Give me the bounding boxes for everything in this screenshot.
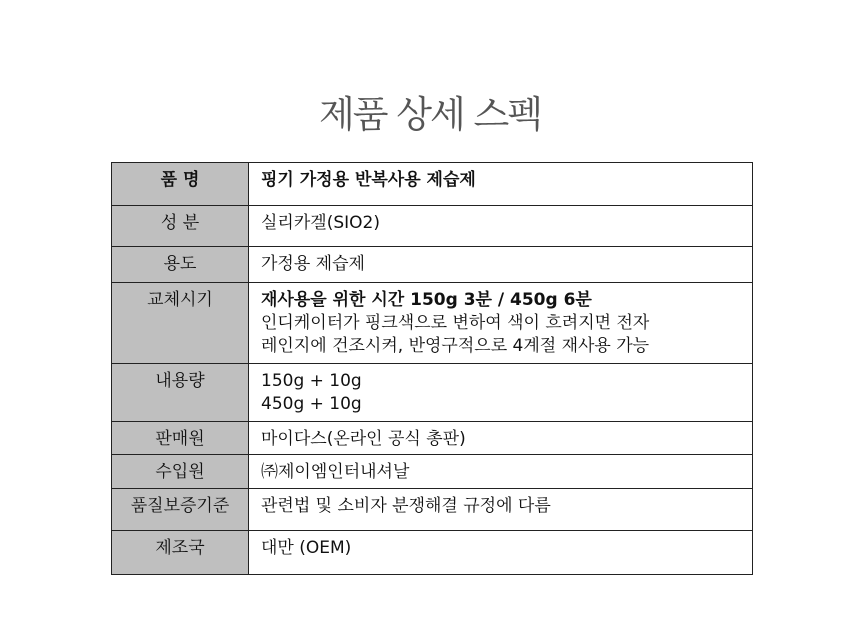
spec-row-capacity <box>112 364 753 422</box>
replacement-line-1: 재사용을 위한 시간 150g 3분 / 450g 6분 <box>261 290 592 310</box>
spec-value-ingredients: 실리카겔(SIO2) <box>249 206 753 247</box>
spec-row-importer <box>112 455 753 489</box>
spec-table <box>111 162 753 575</box>
spec-value-usage: 가정용 제습제 <box>249 247 753 283</box>
replacement-line-2: 인디케이터가 핑크색으로 변하여 색이 흐려지면 전자 <box>261 313 650 333</box>
spec-row-quality <box>112 489 753 531</box>
spec-value-seller: 마이다스(온라인 공식 총판) <box>249 422 753 455</box>
page-title: 제품 상세 스펙 <box>319 93 541 136</box>
spec-value-product-name: 핑기 가정용 반복사용 제습제 <box>249 163 753 206</box>
replacement-line-3: 레인지에 건조시켜, 반영구적으로 4계절 재사용 가능 <box>261 336 650 356</box>
spec-value-origin: 대만 (OEM) <box>249 531 753 575</box>
spec-row-ingredients <box>112 206 753 247</box>
spec-label-origin: 제조국 <box>112 531 249 575</box>
capacity-line-2: 450g + 10g <box>261 394 362 414</box>
spec-value-replacement <box>249 283 753 364</box>
spec-label-quality: 품질보증기준 <box>112 489 249 531</box>
spec-label-replacement: 교체시기 <box>112 283 249 364</box>
spec-value-importer: ㈜제이엠인터내셔날 <box>249 455 753 489</box>
spec-label-capacity: 내용량 <box>112 364 249 422</box>
spec-value-capacity <box>249 364 753 422</box>
capacity-line-1: 150g + 10g <box>261 371 362 391</box>
spec-label-importer: 수입원 <box>112 455 249 489</box>
spec-label-seller: 판매원 <box>112 422 249 455</box>
spec-row-replacement <box>112 283 753 364</box>
spec-row-product-name <box>112 163 753 206</box>
spec-row-seller <box>112 422 753 455</box>
spec-label-product-name: 품 명 <box>112 163 249 206</box>
spec-row-usage <box>112 247 753 283</box>
spec-label-ingredients: 성 분 <box>112 206 249 247</box>
spec-value-quality: 관련법 및 소비자 분쟁해결 규정에 다름 <box>249 489 753 531</box>
spec-row-origin <box>112 531 753 575</box>
spec-label-usage: 용도 <box>112 247 249 283</box>
